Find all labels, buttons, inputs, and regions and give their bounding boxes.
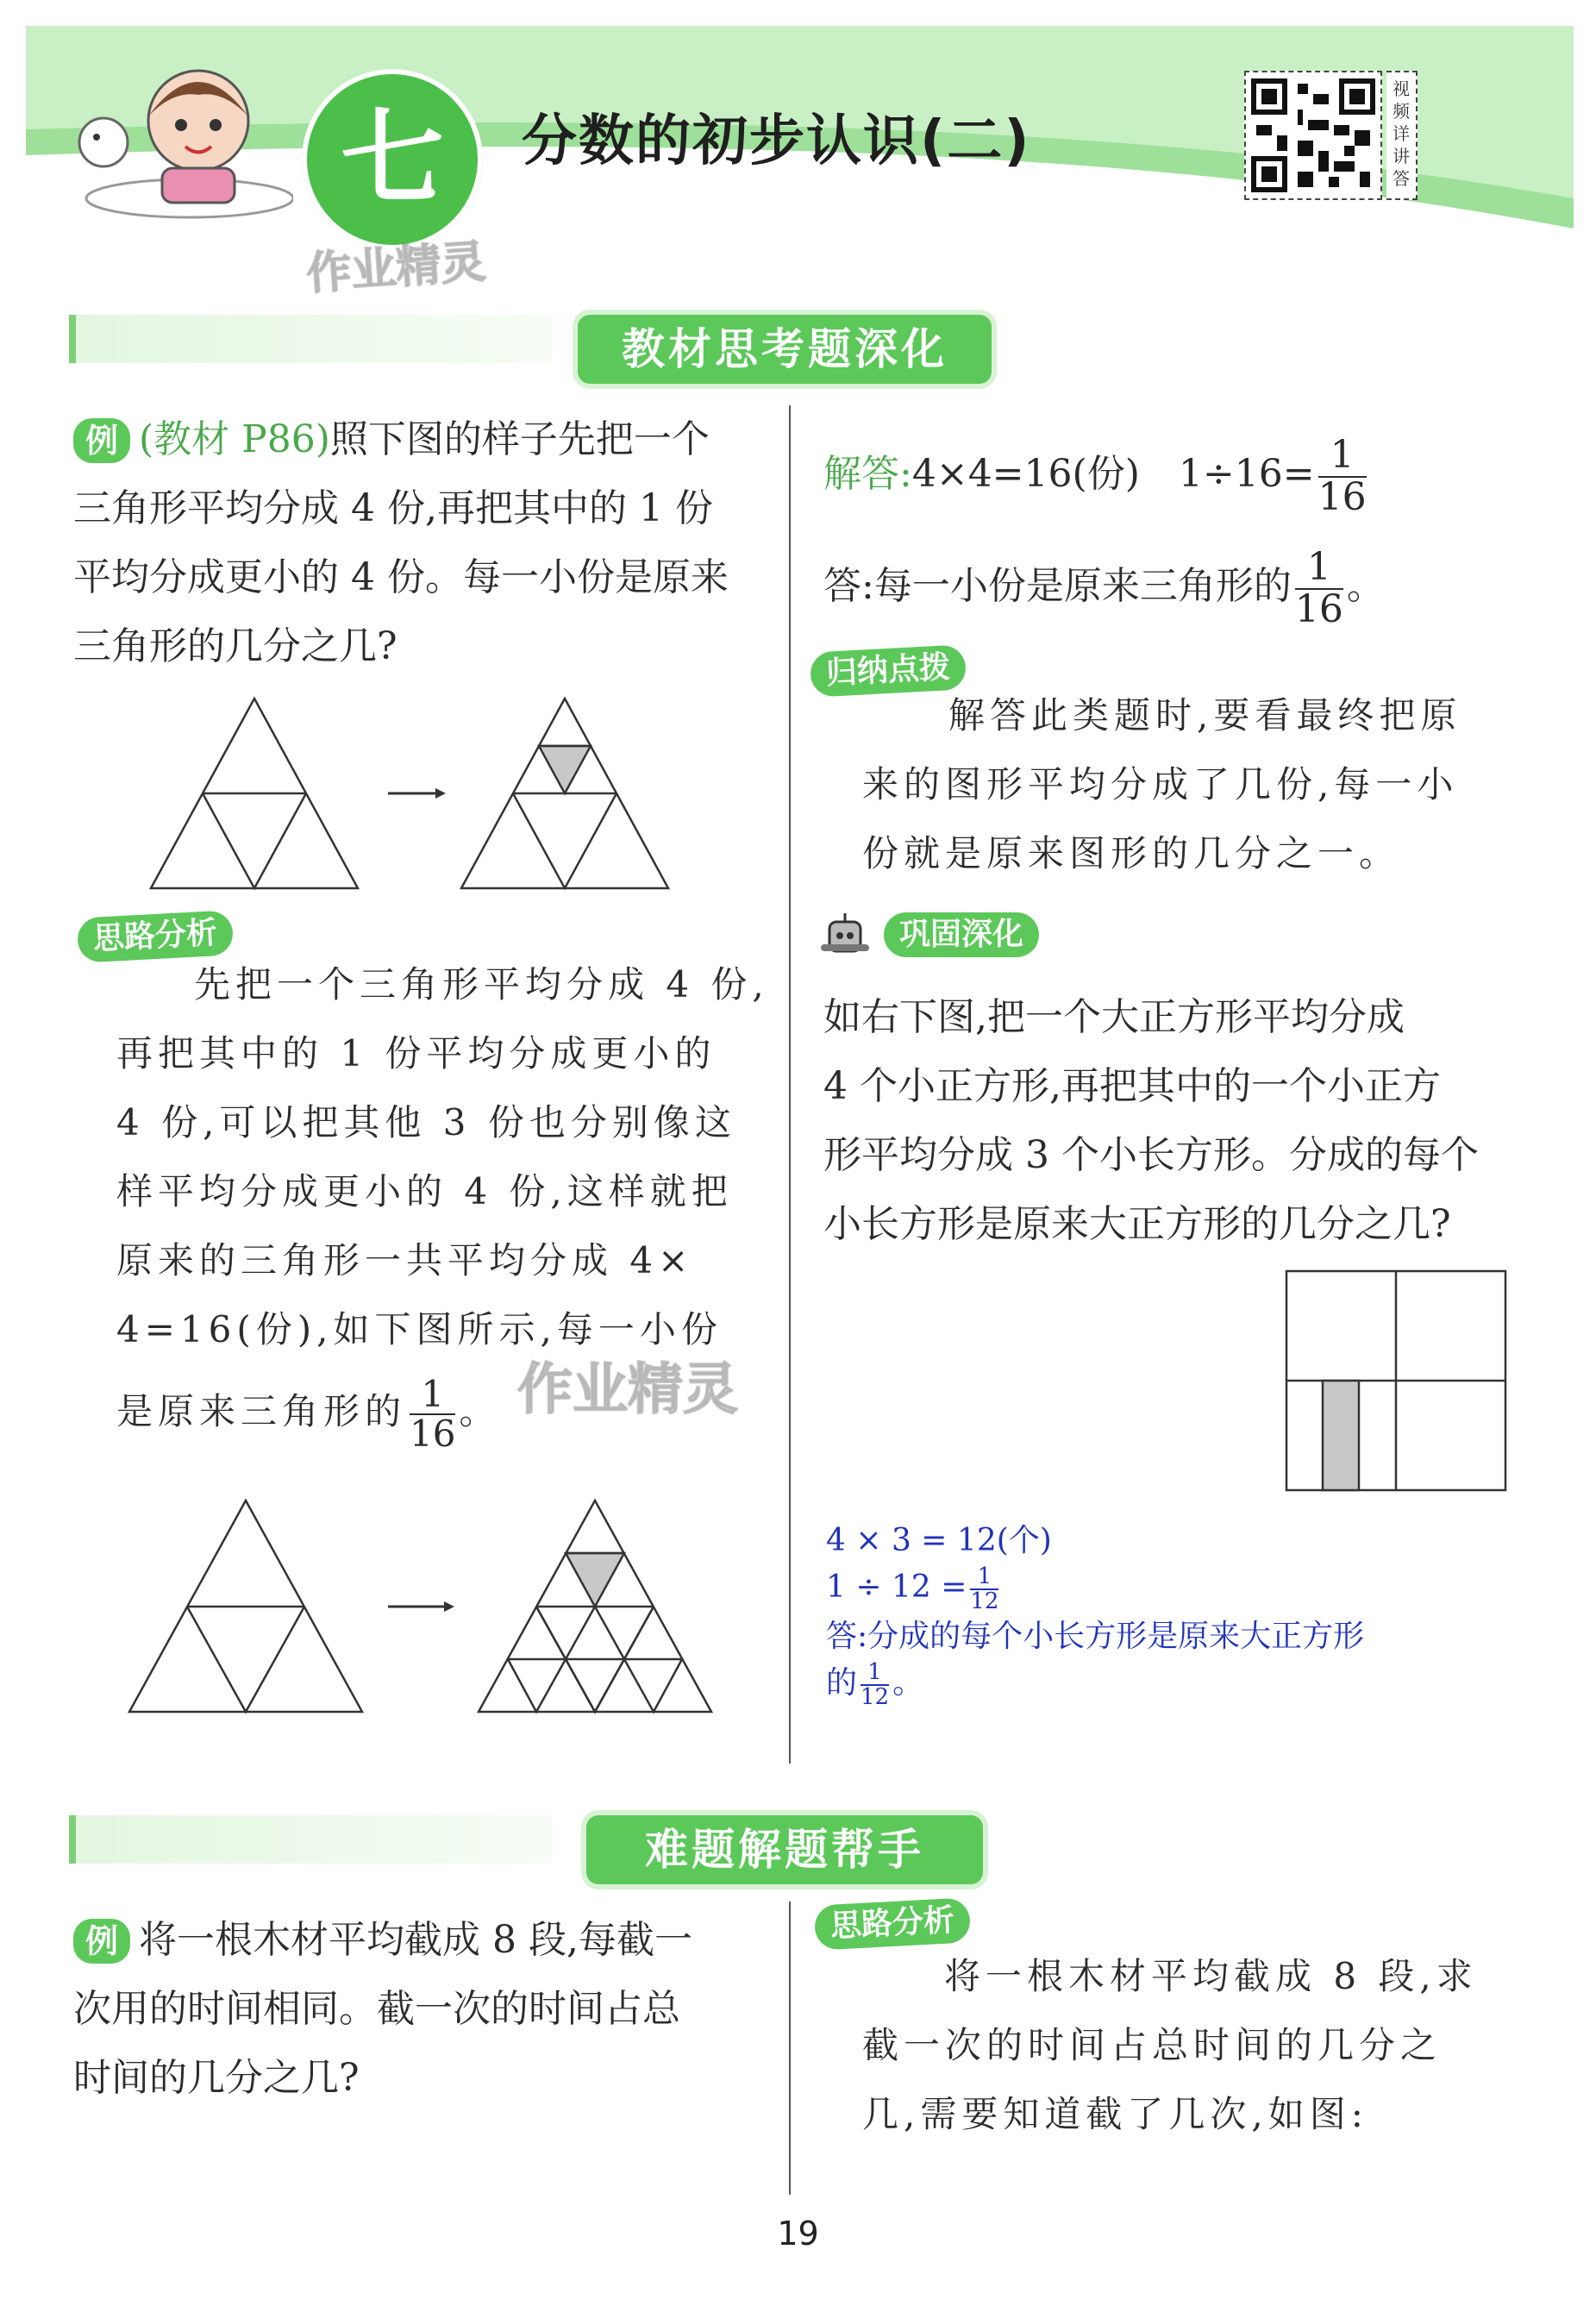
fraction <box>1294 545 1343 631</box>
qr-caption-char: 视 <box>1393 78 1410 99</box>
triangle-diagram-2 <box>125 1496 729 1716</box>
example-tag: 例 <box>73 1919 130 1964</box>
fraction-numerator: 1 <box>861 1661 889 1686</box>
watermark: 作业精灵 <box>517 1358 738 1422</box>
fraction-denominator: 12 <box>861 1684 890 1711</box>
section-rule <box>69 1815 552 1864</box>
example-problem <box>73 405 763 681</box>
handwritten-answer <box>826 1518 1559 1710</box>
summary-label: 归纳点拨 <box>810 644 967 697</box>
handwritten-line: 。 <box>892 1665 924 1701</box>
column-divider <box>789 405 791 1764</box>
arrow-icon <box>388 1601 454 1612</box>
summary-text <box>862 681 1569 888</box>
text-line: 4 个小正方形,再把其中的一个小正方 <box>823 1064 1441 1108</box>
text-line: 。 <box>459 1390 501 1432</box>
text-line: 原来的三角形一共平均分成 4× <box>116 1239 694 1281</box>
analysis-label: 思路分析 <box>77 910 234 962</box>
solution-label: 解答: <box>823 452 912 496</box>
qr-caption <box>1386 71 1418 200</box>
qr-caption-char: 频 <box>1393 101 1410 122</box>
text-line: 平均分成更小的 4 份。每一小份是原来 <box>73 555 729 599</box>
solution <box>823 431 1556 630</box>
text-line: 将一根木材平均截成 8 段,每截一 <box>139 1918 692 1962</box>
qr-caption-char: 详 <box>1393 123 1410 144</box>
text-line: 照下图的样子先把一个 <box>329 417 710 461</box>
text-line: 是原来三角形的 <box>116 1390 407 1432</box>
section-rule <box>69 315 552 363</box>
text-line: 几,需要知道截了几次,如图: <box>862 2093 1368 2135</box>
text-line: 三角形的几分之几? <box>73 624 397 668</box>
fraction <box>970 1565 998 1614</box>
text-line: 解答此类题时,要看最终把原 <box>948 694 1462 736</box>
fraction <box>410 1372 456 1455</box>
chapter-number-badge: 七 <box>302 69 483 250</box>
textbook-source: (教材 P86) <box>139 417 330 461</box>
practice-label: 巩固深化 <box>884 912 1039 957</box>
analysis-label-2: 思路分析 <box>814 1897 971 1950</box>
fraction <box>1318 435 1367 517</box>
section-title-difficult: 难题解题帮手 <box>586 1815 983 1884</box>
example-problem-2 <box>73 1906 763 2113</box>
answer-text: 答:每一小份是原来三角形的 <box>823 564 1292 608</box>
text-line: 再把其中的 1 份平均分成更小的 <box>116 1032 717 1075</box>
text-line: 三角形平均分成 4 份,再把其中的 1 份 <box>73 486 713 530</box>
fraction-denominator: 16 <box>1294 586 1343 631</box>
text-line: 时间的几分之几? <box>73 2056 360 2100</box>
arrow-icon <box>388 788 446 799</box>
fraction-numerator: 1 <box>1318 435 1367 477</box>
expression: 1÷16= <box>1178 452 1315 496</box>
practice-problem <box>823 983 1565 1259</box>
section-title-textbook: 教材思考题深化 <box>578 315 992 384</box>
mascot-illustration <box>52 47 293 229</box>
qr-code-icon <box>1251 78 1375 193</box>
fraction-numerator: 1 <box>1295 548 1343 589</box>
text-line: 将一根木材平均截成 8 段,求 <box>944 1955 1478 1997</box>
text-line: 4 份,可以把其他 3 份也分别像这 <box>116 1101 736 1143</box>
watermark: 作业精灵 <box>304 235 488 301</box>
text-line: 形平均分成 3 个小长方形。分成的每个 <box>823 1133 1479 1177</box>
fraction-denominator: 16 <box>410 1413 456 1455</box>
triangle-diagram-1 <box>142 694 694 893</box>
expression: 4×4=16(份) <box>911 452 1140 496</box>
example-tag: 例 <box>73 418 130 463</box>
qr-caption-char: 答 <box>1393 168 1410 189</box>
text-line: 4=16(份),如下图所示,每一小份 <box>116 1308 723 1350</box>
text-line: 截一次的时间占总时间的几分之 <box>862 2024 1443 2066</box>
text-line: 小长方形是原来大正方形的几分之几? <box>823 1202 1451 1246</box>
robot-icon <box>819 910 871 962</box>
handwritten-line: 答:分成的每个小长方形是原来大正方形 <box>826 1619 1365 1655</box>
fraction-numerator: 1 <box>970 1565 998 1590</box>
handwritten-line: 1 ÷ 12 = <box>826 1570 967 1605</box>
text-line: 如右下图,把一个大正方形平均分成 <box>823 995 1405 1039</box>
page-number: 19 <box>777 2215 819 2252</box>
answer-text: 。 <box>1346 564 1385 608</box>
fraction-denominator: 12 <box>970 1588 999 1614</box>
fraction-denominator: 16 <box>1317 474 1367 519</box>
handwritten-line: 的 <box>826 1665 858 1701</box>
qr-code[interactable] <box>1244 71 1382 200</box>
qr-caption-char: 讲 <box>1393 146 1410 166</box>
fraction-numerator: 1 <box>410 1375 455 1415</box>
chapter-title: 分数的初步认识(二) <box>522 110 1031 173</box>
square-diagram <box>1283 1268 1509 1494</box>
handwritten-line: 4 × 3 = 12(个) <box>826 1523 1052 1558</box>
fraction <box>861 1661 889 1710</box>
text-line: 样平均分成更小的 4 份,这样就把 <box>116 1170 733 1212</box>
text-line: 来的图形平均分成了几份,每一小 <box>862 763 1459 805</box>
text-line: 次用的时间相同。截一次的时间占总 <box>73 1987 680 2031</box>
analysis-text-2 <box>862 1942 1569 2149</box>
text-line: 先把一个三角形平均分成 4 份, <box>194 963 769 1006</box>
text-line: 份就是原来图形的几分之一。 <box>862 832 1401 874</box>
column-divider <box>789 1902 791 2195</box>
